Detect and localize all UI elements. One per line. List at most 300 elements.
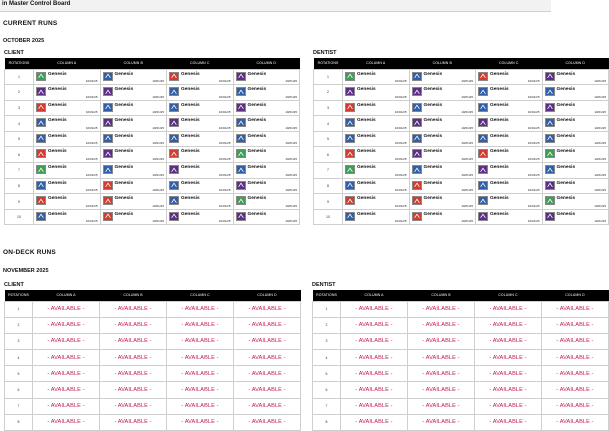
run-cell[interactable] xyxy=(476,178,543,194)
run-card[interactable] xyxy=(36,102,98,115)
run-name: Genesis xyxy=(423,180,443,186)
run-cell[interactable] xyxy=(34,178,101,194)
run-card[interactable] xyxy=(36,195,98,208)
run-cell[interactable] xyxy=(233,69,300,85)
mountain-logo-icon xyxy=(103,149,113,158)
available-slot[interactable]: - AVAILABLE - xyxy=(167,398,234,414)
header-column: COLUMN B xyxy=(123,61,143,66)
run-card[interactable] xyxy=(169,117,231,130)
run-card[interactable] xyxy=(412,133,474,146)
run-cell[interactable] xyxy=(476,69,543,85)
run-card[interactable] xyxy=(412,211,474,224)
run-cell[interactable] xyxy=(34,163,101,179)
run-cell[interactable] xyxy=(34,100,101,116)
run-card[interactable] xyxy=(236,180,298,193)
run-card[interactable] xyxy=(103,71,165,84)
run-cell[interactable] xyxy=(100,131,167,147)
available-slot[interactable]: - AVAILABLE - xyxy=(542,333,609,349)
available-slot[interactable]: - AVAILABLE - xyxy=(341,350,408,366)
run-card[interactable] xyxy=(169,71,231,84)
run-card[interactable] xyxy=(345,195,407,208)
header-column: COLUMN D xyxy=(257,293,277,298)
available-slot[interactable]: - AVAILABLE - xyxy=(100,350,167,366)
run-card[interactable] xyxy=(545,164,607,177)
run-cell[interactable] xyxy=(542,194,609,210)
run-card[interactable] xyxy=(36,180,98,193)
run-card[interactable] xyxy=(412,164,474,177)
run-card[interactable] xyxy=(412,148,474,161)
run-cell[interactable] xyxy=(409,69,476,85)
run-card[interactable] xyxy=(36,86,98,99)
run-card[interactable] xyxy=(103,117,165,130)
panel-title-dentist: DENTIST xyxy=(313,50,337,56)
available-slot[interactable]: - AVAILABLE - xyxy=(341,301,408,317)
mountain-logo-icon xyxy=(36,134,46,143)
run-name: Genesis xyxy=(114,196,134,202)
table-row xyxy=(313,414,609,430)
run-name: Genesis xyxy=(556,180,576,186)
run-cell[interactable] xyxy=(233,147,300,163)
run-cell[interactable] xyxy=(542,100,609,116)
available-slot[interactable]: - AVAILABLE - xyxy=(341,382,408,398)
mountain-logo-icon xyxy=(478,103,488,112)
run-card[interactable] xyxy=(545,117,607,130)
available-slot[interactable]: - AVAILABLE - xyxy=(408,333,475,349)
available-slot[interactable]: - AVAILABLE - xyxy=(234,398,301,414)
run-card[interactable] xyxy=(36,164,98,177)
available-slot[interactable]: - AVAILABLE - xyxy=(475,366,542,382)
run-card[interactable] xyxy=(236,117,298,130)
run-card[interactable] xyxy=(412,180,474,193)
run-card[interactable] xyxy=(545,102,607,115)
mountain-logo-icon xyxy=(169,196,179,205)
run-cell[interactable] xyxy=(343,209,410,225)
run-name: Genesis xyxy=(181,118,200,124)
run-card[interactable] xyxy=(412,117,474,130)
run-date: 10/01/25 xyxy=(461,219,473,224)
available-slot[interactable]: - AVAILABLE - xyxy=(234,333,301,349)
run-cell[interactable] xyxy=(100,69,167,85)
rotation-number: 7 xyxy=(313,398,341,414)
run-card[interactable] xyxy=(478,164,540,177)
run-card[interactable] xyxy=(103,180,165,193)
run-card[interactable] xyxy=(545,148,607,161)
run-cell[interactable] xyxy=(233,131,300,147)
run-cell[interactable] xyxy=(100,209,167,225)
run-cell[interactable] xyxy=(409,178,476,194)
run-card[interactable] xyxy=(478,102,540,115)
run-cell[interactable] xyxy=(34,116,101,132)
run-card[interactable] xyxy=(345,164,407,177)
available-slot[interactable]: - AVAILABLE - xyxy=(100,301,167,317)
run-cell[interactable] xyxy=(476,100,543,116)
run-name: Genesis xyxy=(556,118,576,124)
available-slot[interactable]: - AVAILABLE - xyxy=(542,366,609,382)
run-card[interactable] xyxy=(545,71,607,84)
available-slot[interactable]: - AVAILABLE - xyxy=(542,382,609,398)
run-card[interactable] xyxy=(478,180,540,193)
mountain-logo-icon xyxy=(103,72,113,81)
run-cell[interactable] xyxy=(167,163,234,179)
run-cell[interactable] xyxy=(100,116,167,132)
available-slot[interactable]: - AVAILABLE - xyxy=(167,301,234,317)
run-card[interactable] xyxy=(169,86,231,99)
run-cell[interactable] xyxy=(343,147,410,163)
rotation-number: 1 xyxy=(5,301,33,317)
run-card[interactable] xyxy=(169,211,231,224)
run-cell[interactable] xyxy=(409,163,476,179)
rotation-number: 6 xyxy=(313,382,341,398)
run-name: Genesis xyxy=(556,102,576,108)
available-slot[interactable]: - AVAILABLE - xyxy=(475,382,542,398)
run-card[interactable] xyxy=(345,71,407,84)
available-slot[interactable]: - AVAILABLE - xyxy=(33,366,100,382)
run-card[interactable] xyxy=(236,195,298,208)
run-cell[interactable] xyxy=(233,194,300,210)
run-cell[interactable] xyxy=(100,100,167,116)
rotation-number: 4 xyxy=(5,116,34,132)
mountain-logo-icon xyxy=(36,165,46,174)
available-slot[interactable]: - AVAILABLE - xyxy=(475,414,542,430)
rotation-number: 10 xyxy=(5,209,34,225)
run-name: Genesis xyxy=(48,196,67,202)
run-cell[interactable] xyxy=(167,69,234,85)
run-cell[interactable] xyxy=(409,194,476,210)
run-date: 10/01/25 xyxy=(527,125,540,130)
available-slot[interactable]: - AVAILABLE - xyxy=(475,333,542,349)
ondeck-dentist-panel xyxy=(312,282,609,431)
run-cell[interactable] xyxy=(542,69,609,85)
run-date: 10/01/25 xyxy=(218,203,231,208)
rotation-number: 5 xyxy=(314,131,343,147)
available-slot[interactable]: - AVAILABLE - xyxy=(341,333,408,349)
run-card[interactable] xyxy=(345,148,407,161)
run-card[interactable] xyxy=(103,211,165,224)
run-card[interactable] xyxy=(478,117,540,130)
run-date: 10/01/25 xyxy=(461,110,473,115)
run-name: Genesis xyxy=(423,71,443,77)
run-card[interactable] xyxy=(103,102,165,115)
header-rotations: ROTATIONS xyxy=(8,293,29,298)
run-card[interactable] xyxy=(478,211,540,224)
run-date: 10/01/25 xyxy=(218,79,231,84)
run-cell[interactable] xyxy=(343,85,410,101)
run-name: Genesis xyxy=(247,133,267,139)
available-slot[interactable]: - AVAILABLE - xyxy=(341,366,408,382)
run-date: 10/01/25 xyxy=(594,188,606,193)
mountain-logo-icon xyxy=(36,196,46,205)
run-card[interactable] xyxy=(236,148,298,161)
table-row xyxy=(313,350,609,366)
available-slot[interactable]: - AVAILABLE - xyxy=(408,366,475,382)
run-name: Genesis xyxy=(114,133,134,139)
run-date: 10/01/25 xyxy=(85,157,98,162)
available-slot[interactable]: - AVAILABLE - xyxy=(475,350,542,366)
run-cell[interactable] xyxy=(34,131,101,147)
run-card[interactable] xyxy=(345,133,407,146)
run-cell[interactable] xyxy=(233,209,300,225)
available-slot[interactable]: - AVAILABLE - xyxy=(234,382,301,398)
run-cell[interactable] xyxy=(343,194,410,210)
available-slot[interactable]: - AVAILABLE - xyxy=(542,301,609,317)
available-slot[interactable]: - AVAILABLE - xyxy=(475,398,542,414)
available-slot[interactable]: - AVAILABLE - xyxy=(475,301,542,317)
run-card[interactable] xyxy=(236,164,298,177)
run-card[interactable] xyxy=(345,102,407,115)
run-card[interactable] xyxy=(36,148,98,161)
mountain-logo-icon xyxy=(345,165,355,174)
run-cell[interactable] xyxy=(167,131,234,147)
table-row xyxy=(5,366,301,382)
run-card[interactable] xyxy=(412,195,474,208)
available-slot[interactable]: - AVAILABLE - xyxy=(408,414,475,430)
run-cell[interactable] xyxy=(167,194,234,210)
run-name: Genesis xyxy=(181,149,200,155)
run-cell[interactable] xyxy=(167,116,234,132)
run-card[interactable] xyxy=(103,164,165,177)
available-slot[interactable]: - AVAILABLE - xyxy=(341,414,408,430)
run-card[interactable] xyxy=(103,148,165,161)
run-card[interactable] xyxy=(236,102,298,115)
available-slot[interactable]: - AVAILABLE - xyxy=(475,317,542,333)
run-date: 10/01/25 xyxy=(394,110,407,115)
run-card[interactable] xyxy=(103,133,165,146)
run-date: 10/01/25 xyxy=(152,188,164,193)
run-card[interactable] xyxy=(545,133,607,146)
available-slot[interactable]: - AVAILABLE - xyxy=(542,398,609,414)
run-cell[interactable] xyxy=(476,194,543,210)
run-cell[interactable] xyxy=(542,147,609,163)
run-card[interactable] xyxy=(345,180,407,193)
available-slot[interactable]: - AVAILABLE - xyxy=(234,317,301,333)
run-cell[interactable] xyxy=(542,116,609,132)
table-row xyxy=(314,100,609,116)
available-slot[interactable]: - AVAILABLE - xyxy=(341,317,408,333)
run-cell[interactable] xyxy=(343,69,410,85)
run-cell[interactable] xyxy=(167,178,234,194)
run-card[interactable] xyxy=(236,86,298,99)
mountain-logo-icon xyxy=(412,118,422,127)
run-card[interactable] xyxy=(103,86,165,99)
run-card[interactable] xyxy=(478,71,540,84)
mountain-logo-icon xyxy=(36,181,46,190)
run-cell[interactable] xyxy=(343,131,410,147)
run-cell[interactable] xyxy=(100,178,167,194)
run-cell[interactable] xyxy=(343,163,410,179)
run-cell[interactable] xyxy=(167,147,234,163)
run-cell[interactable] xyxy=(476,131,543,147)
run-card[interactable] xyxy=(169,180,231,193)
run-cell[interactable] xyxy=(343,178,410,194)
run-card[interactable] xyxy=(36,211,98,224)
available-slot[interactable]: - AVAILABLE - xyxy=(33,301,100,317)
run-card[interactable] xyxy=(478,148,540,161)
run-card[interactable] xyxy=(545,195,607,208)
run-card[interactable] xyxy=(169,133,231,146)
run-cell[interactable] xyxy=(167,209,234,225)
available-slot[interactable]: - AVAILABLE - xyxy=(408,350,475,366)
run-name: Genesis xyxy=(357,149,376,155)
table-row xyxy=(5,194,300,210)
rotation-number: 8 xyxy=(5,414,33,430)
available-slot[interactable]: - AVAILABLE - xyxy=(542,414,609,430)
run-cell[interactable] xyxy=(343,116,410,132)
run-name: Genesis xyxy=(48,165,67,171)
run-cell[interactable] xyxy=(100,147,167,163)
table-row xyxy=(5,100,300,116)
run-cell[interactable] xyxy=(233,85,300,101)
run-card[interactable] xyxy=(345,86,407,99)
run-card[interactable] xyxy=(36,71,98,84)
available-slot[interactable]: - AVAILABLE - xyxy=(33,398,100,414)
available-slot[interactable]: - AVAILABLE - xyxy=(167,333,234,349)
mountain-logo-icon xyxy=(103,165,113,174)
run-cell[interactable] xyxy=(167,100,234,116)
run-card[interactable] xyxy=(236,133,298,146)
ondeck-client-panel xyxy=(4,282,301,431)
run-cell[interactable] xyxy=(542,178,609,194)
run-cell[interactable] xyxy=(409,131,476,147)
run-card[interactable] xyxy=(169,102,231,115)
run-cell[interactable] xyxy=(409,116,476,132)
available-slot[interactable]: - AVAILABLE - xyxy=(341,398,408,414)
run-cell[interactable] xyxy=(542,85,609,101)
run-cell[interactable] xyxy=(34,147,101,163)
run-cell[interactable] xyxy=(34,85,101,101)
available-slot[interactable]: - AVAILABLE - xyxy=(542,350,609,366)
available-slot[interactable]: - AVAILABLE - xyxy=(167,350,234,366)
run-date: 10/01/25 xyxy=(594,141,606,146)
run-cell[interactable] xyxy=(100,194,167,210)
app-title: in Master Control Board xyxy=(2,1,71,7)
run-card[interactable] xyxy=(545,180,607,193)
run-card[interactable] xyxy=(545,86,607,99)
run-cell[interactable] xyxy=(476,147,543,163)
run-cell[interactable] xyxy=(476,209,543,225)
available-slot[interactable]: - AVAILABLE - xyxy=(234,301,301,317)
run-date: 10/01/25 xyxy=(594,172,606,177)
run-card[interactable] xyxy=(36,117,98,130)
header-column: COLUMN C xyxy=(190,293,210,298)
run-name: Genesis xyxy=(556,149,576,155)
run-date: 10/01/25 xyxy=(461,172,473,177)
run-card[interactable] xyxy=(545,211,607,224)
run-card[interactable] xyxy=(169,195,231,208)
table-row xyxy=(5,382,301,398)
available-slot[interactable]: - AVAILABLE - xyxy=(33,317,100,333)
available-slot[interactable]: - AVAILABLE - xyxy=(100,382,167,398)
available-slot[interactable]: - AVAILABLE - xyxy=(408,301,475,317)
run-cell[interactable] xyxy=(476,85,543,101)
run-cell[interactable] xyxy=(542,209,609,225)
run-cell[interactable] xyxy=(233,116,300,132)
run-card[interactable] xyxy=(236,71,298,84)
run-date: 10/01/25 xyxy=(218,172,231,177)
available-slot[interactable]: - AVAILABLE - xyxy=(408,317,475,333)
run-card[interactable] xyxy=(412,102,474,115)
available-slot[interactable]: - AVAILABLE - xyxy=(33,414,100,430)
mountain-logo-icon xyxy=(36,103,46,112)
available-slot[interactable]: - AVAILABLE - xyxy=(33,382,100,398)
available-slot[interactable]: - AVAILABLE - xyxy=(542,317,609,333)
available-slot[interactable]: - AVAILABLE - xyxy=(408,382,475,398)
run-cell[interactable] xyxy=(100,85,167,101)
run-card[interactable] xyxy=(345,117,407,130)
rotation-number: 9 xyxy=(5,194,34,210)
run-cell[interactable] xyxy=(409,209,476,225)
mountain-logo-icon xyxy=(412,134,422,143)
run-card[interactable] xyxy=(36,133,98,146)
run-card[interactable] xyxy=(478,133,540,146)
available-slot[interactable]: - AVAILABLE - xyxy=(167,366,234,382)
run-cell[interactable] xyxy=(409,100,476,116)
table-row xyxy=(313,398,609,414)
rotation-number: 1 xyxy=(313,301,341,317)
available-slot[interactable]: - AVAILABLE - xyxy=(100,317,167,333)
run-cell[interactable] xyxy=(409,85,476,101)
available-slot[interactable]: - AVAILABLE - xyxy=(234,366,301,382)
run-card[interactable] xyxy=(478,86,540,99)
run-cell[interactable] xyxy=(34,194,101,210)
run-cell[interactable] xyxy=(34,69,101,85)
available-slot[interactable]: - AVAILABLE - xyxy=(167,414,234,430)
run-cell[interactable] xyxy=(34,209,101,225)
available-slot[interactable]: - AVAILABLE - xyxy=(100,414,167,430)
run-cell[interactable] xyxy=(476,163,543,179)
run-cell[interactable] xyxy=(233,100,300,116)
run-cell[interactable] xyxy=(542,131,609,147)
run-card[interactable] xyxy=(345,211,407,224)
available-slot[interactable]: - AVAILABLE - xyxy=(234,350,301,366)
run-card[interactable] xyxy=(103,195,165,208)
run-cell[interactable] xyxy=(343,100,410,116)
run-card[interactable] xyxy=(236,211,298,224)
run-cell[interactable] xyxy=(233,178,300,194)
available-slot[interactable]: - AVAILABLE - xyxy=(100,333,167,349)
mountain-logo-icon xyxy=(478,212,488,221)
run-card[interactable] xyxy=(169,148,231,161)
run-cell[interactable] xyxy=(409,147,476,163)
run-name: Genesis xyxy=(114,211,134,217)
run-date: 10/01/25 xyxy=(85,188,98,193)
available-slot[interactable]: - AVAILABLE - xyxy=(167,317,234,333)
run-cell[interactable] xyxy=(167,85,234,101)
available-slot[interactable]: - AVAILABLE - xyxy=(234,414,301,430)
run-date: 10/01/25 xyxy=(527,110,540,115)
run-name: Genesis xyxy=(556,196,576,202)
run-cell[interactable] xyxy=(233,163,300,179)
available-slot[interactable]: - AVAILABLE - xyxy=(408,398,475,414)
run-card[interactable] xyxy=(412,86,474,99)
run-card[interactable] xyxy=(412,71,474,84)
mountain-logo-icon xyxy=(36,118,46,127)
available-slot[interactable]: - AVAILABLE - xyxy=(100,366,167,382)
run-cell[interactable] xyxy=(100,163,167,179)
header-column: COLUMN C xyxy=(190,61,210,66)
available-slot[interactable]: - AVAILABLE - xyxy=(100,398,167,414)
available-slot[interactable]: - AVAILABLE - xyxy=(33,333,100,349)
available-slot[interactable]: - AVAILABLE - xyxy=(33,350,100,366)
available-slot[interactable]: - AVAILABLE - xyxy=(167,382,234,398)
mountain-logo-icon xyxy=(478,118,488,127)
run-card[interactable] xyxy=(169,164,231,177)
run-date: 10/01/25 xyxy=(594,125,606,130)
run-cell[interactable] xyxy=(542,163,609,179)
header-column: COLUMN A xyxy=(57,61,77,66)
mountain-logo-icon xyxy=(545,72,555,81)
run-card[interactable] xyxy=(478,195,540,208)
run-cell[interactable] xyxy=(476,116,543,132)
